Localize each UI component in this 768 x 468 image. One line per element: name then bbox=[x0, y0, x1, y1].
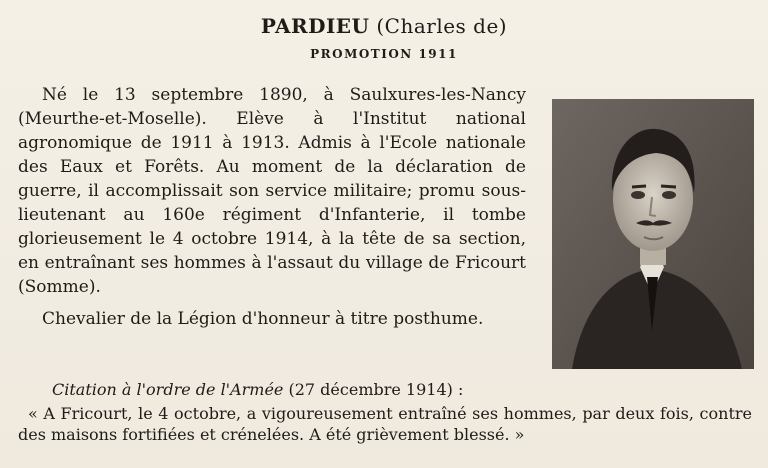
person-name: PARDIEU bbox=[260, 14, 370, 38]
biography-paragraph: Né le 13 septembre 1890, à Saulxures-les-Nancy (Meurthe-et-Moselle). Elève à l'Institut national agronomique de 1911 à 1913. Admis à l'Ecole nationale des Eaux et Forêts. Au moment de la déclaration de guerre, il accomplissait son service militaire; promu sous-lieutenant au 160e régiment d'Infanterie, il tombe glorieusement le 4 octobre 1914, à la tête de sa section, en entraînant ses hommes à l'assaut du village de Fricourt (Somme). bbox=[18, 85, 526, 297]
portrait-photo bbox=[552, 99, 754, 369]
promotion-label: PROMOTION 1911 bbox=[310, 47, 458, 61]
citation-quote bbox=[18, 403, 752, 445]
person-name-suffix: (Charles de) bbox=[376, 14, 508, 38]
page-title bbox=[0, 14, 768, 38]
portrait-illustration bbox=[552, 99, 754, 369]
citation-label: Citation à l'ordre de l'Armée bbox=[52, 380, 284, 399]
biography-text bbox=[18, 83, 526, 331]
honor-paragraph: Chevalier de la Légion d'honneur à titre posthume. bbox=[42, 309, 484, 329]
citation-heading bbox=[52, 380, 463, 399]
citation-date: (27 décembre 1914) : bbox=[288, 380, 464, 399]
citation-quote-text: « A Fricourt, le 4 octobre, a vigoureusement entraîné ses hommes, par deux fois, contre des maisons fortifiées et crénelées. A été grièvement blessé. » bbox=[18, 404, 752, 444]
